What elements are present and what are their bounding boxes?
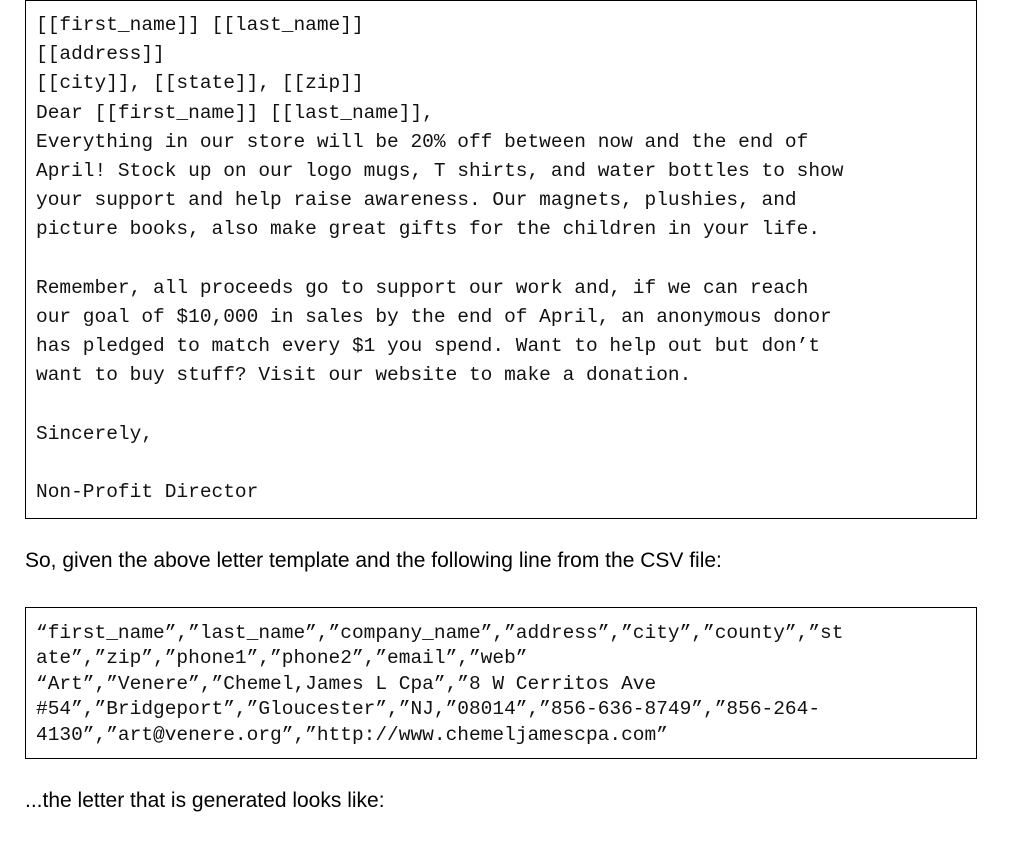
template-line: April! Stock up on our logo mugs, T shirts, and water bottles to show [36, 160, 844, 183]
template-line: [[city]], [[state]], [[zip]] [36, 72, 364, 95]
outro-paragraph: ...the letter that is generated looks like: [25, 789, 385, 812]
template-line: [[address]] [36, 43, 165, 66]
csv-line: “Art”,”Venere”,”Chemel,James L Cpa”,”8 W Cerritos Ave [36, 672, 657, 695]
csv-line: #54”,”Bridgeport”,”Gloucester”,”NJ,”08014”,”856-636-8749”,”856-264- [36, 698, 821, 721]
csv-line: 4130”,”art@venere.org”,”http://www.chemeljamescpa.com” [36, 723, 668, 746]
intro-paragraph: So, given the above letter template and the following line from the CSV file: [25, 549, 722, 572]
csv-sample-box [25, 607, 977, 759]
template-line: picture books, also make great gifts for the children in your life. [36, 218, 821, 241]
csv-line: ate”,”zip”,”phone1”,”phone2”,”email”,”web” [36, 647, 528, 670]
template-line: [[first_name]] [[last_name]] [36, 14, 364, 36]
letter-template-text [36, 11, 976, 507]
template-line: Everything in our store will be 20% off between now and the end of [36, 130, 809, 153]
template-line: your support and help raise awareness. Our magnets, plushies, and [36, 189, 797, 212]
letter-template-box [25, 0, 977, 519]
template-line: Non-Profit Director [36, 481, 259, 504]
csv-line: “first_name”,”last_name”,”company_name”,”address”,”city”,”county”,”st [36, 622, 844, 644]
template-line: has pledged to match every $1 you spend. Want to help out but don’t [36, 335, 821, 358]
template-line: Sincerely, [36, 422, 154, 445]
template-line: want to buy stuff? Visit our website to make a donation. [36, 364, 692, 387]
template-line: Remember, all proceeds go to support our work and, if we can reach [36, 276, 809, 299]
csv-sample-text [36, 621, 976, 748]
template-line: Dear [[first_name]] [[last_name]], [36, 101, 434, 124]
template-line: our goal of $10,000 in sales by the end of April, an anonymous donor [36, 306, 832, 329]
